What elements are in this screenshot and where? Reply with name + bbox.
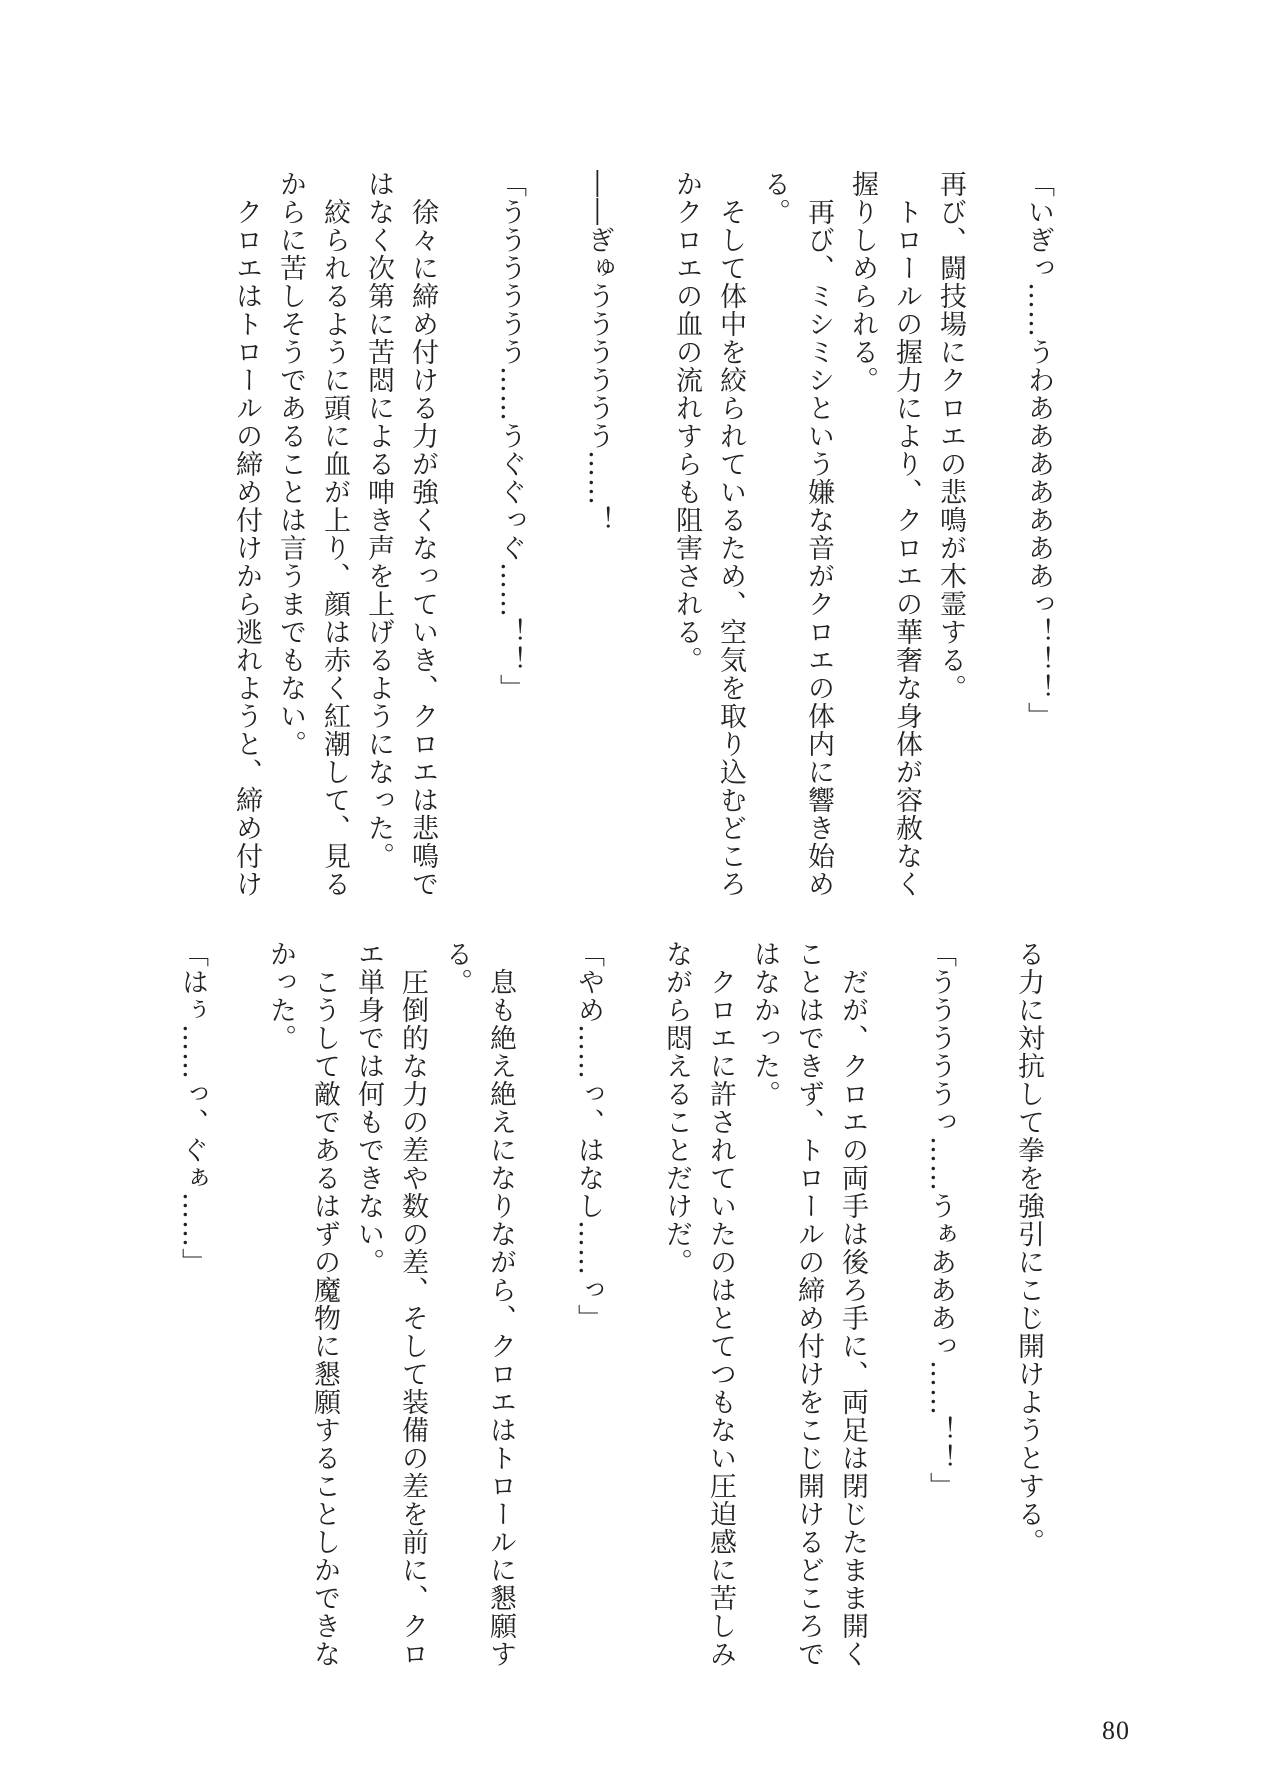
blank-line — [620, 170, 664, 890]
text-line: こうして敵であるはずの魔物に懇願することしかできな — [309, 940, 340, 1668]
text-line: 握りしめられる。 — [847, 170, 878, 394]
text-line: かクロエの血の流れすらも阻害される。 — [671, 170, 702, 674]
blank-line — [962, 940, 1006, 1640]
text-line: クロエはトロールの締め付けから逃れようと、締め付け — [231, 170, 262, 898]
text-line: 徐々に締め付ける力が強くなっていき、クロエは悲鳴で — [407, 170, 438, 898]
text-line: はなく次第に苦悶による呻き声を上げるようになった。 — [363, 170, 394, 870]
text-line: ながら悶えることだけだ。 — [661, 940, 692, 1276]
blank-line — [972, 170, 1016, 890]
text-line: トロールの握力により、クロエの華奢な身体が容赦なく — [891, 170, 922, 898]
text-line: エ単身では何もできない。 — [353, 940, 384, 1276]
blank-line — [874, 940, 918, 1640]
blank-line — [214, 940, 258, 1640]
text-line: 「やめ……っ、はなし……っ」 — [573, 940, 604, 1332]
text-line: そして体中を絞られているため、空気を取り込むどころ — [715, 170, 746, 898]
text-line: 「いぎっ……うわあああああああっ！！！」 — [1023, 170, 1054, 730]
text-line: る。 — [441, 940, 472, 996]
blank-line — [522, 940, 566, 1640]
blank-line — [532, 170, 576, 890]
text-line: 再び、ミシミシという嫌な音がクロエの体内に響き始め — [803, 170, 834, 898]
text-line: る。 — [759, 170, 790, 226]
text-line: クロエに許されていたのはとてつもない圧迫感に苦しみ — [705, 940, 736, 1668]
text-block-upper — [231, 170, 1060, 898]
text-line: 「うううううう……うぐぐっぐ……！！」 — [495, 170, 526, 702]
text-line: からに苦しそうであることは言うまでもない。 — [275, 170, 306, 758]
text-line: かった。 — [265, 940, 296, 1052]
text-line: 圧倒的な力の差や数の差、そして装備の差を前に、クロ — [397, 940, 428, 1668]
text-line: はなかった。 — [749, 940, 780, 1108]
text-line: 「うううううっ……うぁあああっ……！！」 — [925, 940, 956, 1500]
text-line: ――ぎゅうううううう……！ — [583, 170, 614, 534]
blank-line — [610, 940, 654, 1640]
text-line: ことはできず、トロールの締め付けをこじ開けるどころで — [793, 940, 824, 1668]
text-line: 「はぅ……っ、ぐぁ……」 — [177, 940, 208, 1276]
page-number: 80 — [1102, 1716, 1130, 1745]
text-line: 再び、闘技場にクロエの悲鳴が木霊する。 — [935, 170, 966, 702]
blank-line — [444, 170, 488, 890]
text-line: る力に対抗して拳を強引にこじ開けようとする。 — [1013, 940, 1044, 1556]
text-block-lower — [177, 940, 1050, 1668]
text-line: 絞られるように頭に血が上り、顔は赤く紅潮して、見る — [319, 170, 350, 898]
text-line: 息も絶え絶えになりながら、クロエはトロールに懇願す — [485, 940, 516, 1668]
text-line: だが、クロエの両手は後ろ手に、両足は閉じたまま開く — [837, 940, 868, 1668]
